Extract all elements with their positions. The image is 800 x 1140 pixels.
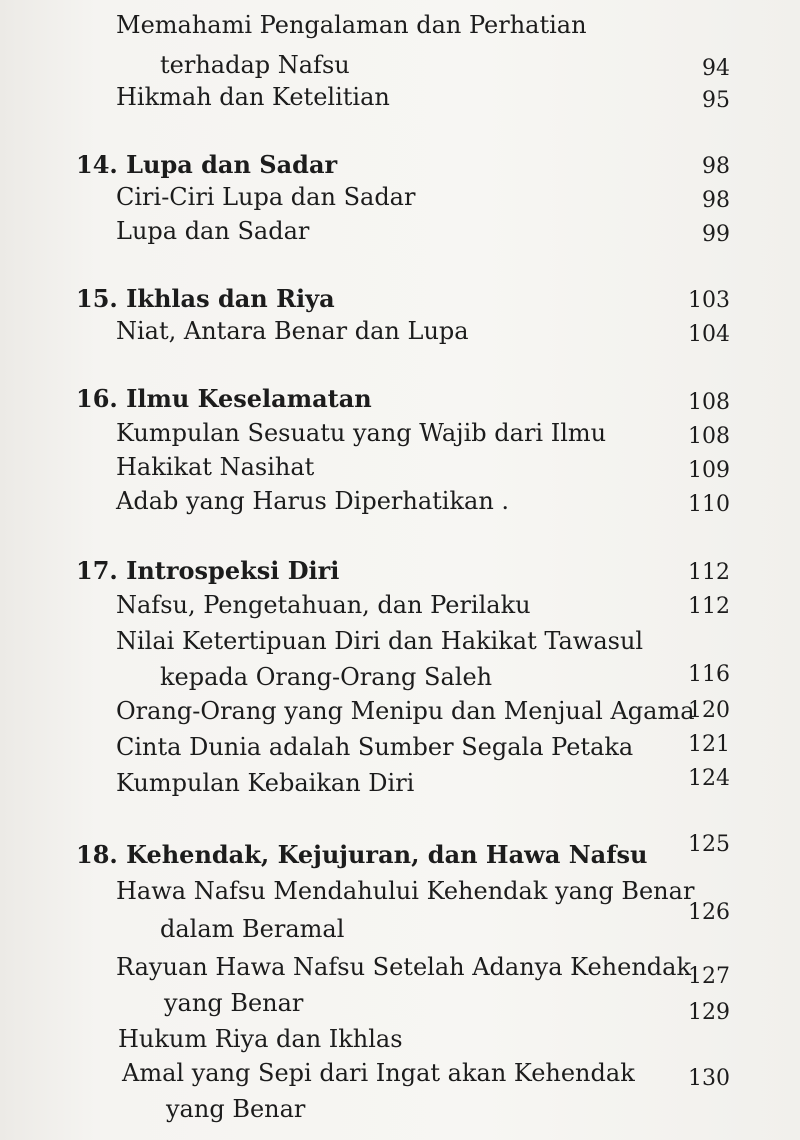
toc-entry-title-cont: yang Benar xyxy=(164,989,304,1017)
toc-page-number: 94 xyxy=(702,56,730,81)
toc-entry-title: Niat, Antara Benar dan Lupa xyxy=(116,317,469,345)
toc-page-number: 99 xyxy=(702,222,730,247)
toc-chapter-heading xyxy=(76,556,339,586)
toc-chapter-heading xyxy=(76,150,337,180)
toc-entry-title: Ciri-Ciri Lupa dan Sadar xyxy=(116,183,416,211)
toc-page-number: 116 xyxy=(688,662,730,687)
toc-entry-title-cont: yang Benar xyxy=(166,1095,306,1123)
chapter-title: Ikhlas dan Riya xyxy=(126,284,335,313)
toc-page-number: 109 xyxy=(688,458,730,483)
chapter-number: 14. xyxy=(76,150,118,179)
toc-page-number: 108 xyxy=(688,390,730,415)
toc-entry-title: Orang-Orang yang Menipu dan Menjual Agama xyxy=(116,697,695,725)
chapter-number: 15. xyxy=(76,284,118,313)
toc-page-number: 112 xyxy=(688,594,730,619)
chapter-title: Lupa dan Sadar xyxy=(126,150,338,179)
toc-page-number: 112 xyxy=(688,560,730,585)
chapter-number: 18. xyxy=(76,840,118,869)
chapter-title: Introspeksi Diri xyxy=(126,556,340,585)
toc-entry-title: Kumpulan Kebaikan Diri xyxy=(116,769,415,797)
toc-entry-title: Kumpulan Sesuatu yang Wajib dari Ilmu xyxy=(116,419,607,447)
toc-page-number: 98 xyxy=(702,154,730,179)
toc-page-number: 129 xyxy=(688,1000,730,1025)
toc-entry-title: Hawa Nafsu Mendahului Kehendak yang Benar xyxy=(116,877,695,905)
toc-entry-title-cont: dalam Beramal xyxy=(160,915,345,943)
toc-chapter-heading xyxy=(76,840,648,870)
toc-entry-title: Nilai Ketertipuan Diri dan Hakikat Tawasul xyxy=(116,627,644,655)
toc-page-number: 110 xyxy=(688,492,730,517)
toc-page-number: 103 xyxy=(688,288,730,313)
toc-entry-title: Nafsu, Pengetahuan, dan Perilaku xyxy=(116,591,531,619)
toc-entry-title: Lupa dan Sadar xyxy=(116,217,310,245)
toc-chapter-heading xyxy=(76,284,335,314)
toc-page-number: 98 xyxy=(702,188,730,213)
toc-entry-title-cont: kepada Orang-Orang Saleh xyxy=(160,663,493,691)
toc-page-number: 108 xyxy=(688,424,730,449)
toc-page-number: 130 xyxy=(688,1066,730,1091)
chapter-number: 16. xyxy=(76,384,118,413)
toc-entry-title: Hakikat Nasihat xyxy=(116,453,315,481)
chapter-title: Ilmu Keselamatan xyxy=(126,384,372,413)
toc-entry-title: Amal yang Sepi dari Ingat akan Kehendak xyxy=(122,1059,635,1087)
toc-page-number: 127 xyxy=(688,964,730,989)
toc-entry-title: Adab yang Harus Diperhatikan . xyxy=(116,487,510,515)
toc-entry-title: Hikmah dan Ketelitian xyxy=(116,83,390,111)
toc-page-number: 126 xyxy=(688,900,730,925)
toc-chapter-heading xyxy=(76,384,372,414)
toc-entry-title-cont: terhadap Nafsu xyxy=(160,51,350,79)
toc-page-number: 104 xyxy=(688,322,730,347)
toc-entry-title: Rayuan Hawa Nafsu Setelah Adanya Kehendak xyxy=(116,953,691,981)
toc-page-number: 125 xyxy=(688,832,730,857)
toc-entry-title: Hukum Riya dan Ikhlas xyxy=(118,1025,403,1053)
toc-page-number: 95 xyxy=(702,88,730,113)
toc-page-number: 120 xyxy=(688,698,730,723)
toc-page-number: 124 xyxy=(688,766,730,791)
chapter-title: Kehendak, Kejujuran, dan Hawa Nafsu xyxy=(126,840,648,869)
toc-page-number: 121 xyxy=(688,732,730,757)
toc-entry-title: Cinta Dunia adalah Sumber Segala Petaka xyxy=(116,733,634,761)
chapter-number: 17. xyxy=(76,556,118,585)
toc-entry-title: Memahami Pengalaman dan Perhatian xyxy=(116,11,587,39)
